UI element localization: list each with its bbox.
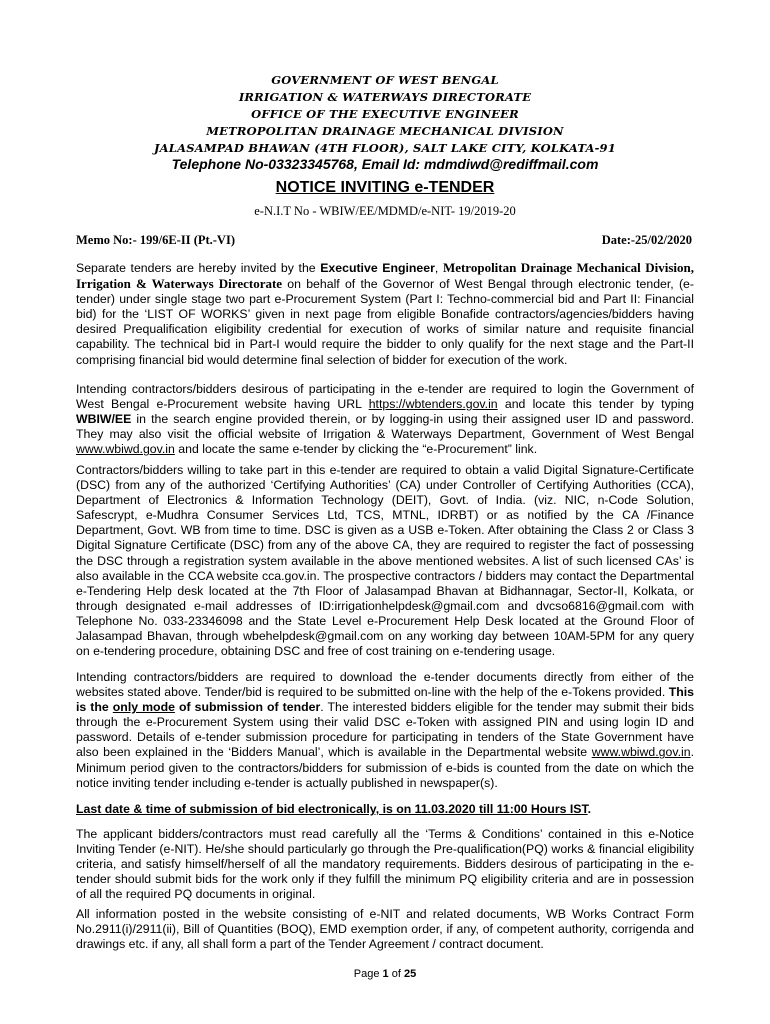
last-date-text: Last date & time of submission of bid electronically, is on 11.03.2020 till 11:00 Hours IST [76,802,588,816]
paragraph-invitation [76,260,694,368]
p1-division-name: Metropolitan Drainage Mechanical Division, Irrigation & Waterways Directorate [76,260,694,292]
last-date-period: . [587,802,592,816]
p2-text-2: and locate this tender by typing [497,397,694,412]
page-footer [0,968,770,980]
paragraph-terms: The applicant bidders/contractors must read carefully all the ‘Terms & Conditions’ contained in this e-Notice Inviting Tender (e-NIT). He/she should particularly go through the Pre-qualification(PQ) works & financial eligibility criteria, and satisfy himself/herself of all the mandatory requirements. Bidders desirous of participating in the e-tender should submit bids for the work only if they fulfill the minimum PQ eligibility criteria and are in possession of all the required PQ documents in original. [76,827,694,902]
wbiwd-link-2[interactable]: www.wbiwd.gov.in [591,745,691,760]
p2-text-3: in the search engine provided therein, or by logging-in using their assigned user ID and password. They may also visit the official website of Irrigation & Waterways Department, Government of West Bengal [76,412,694,442]
header-division: METROPOLITAN DRAINAGE MECHANICAL DIVISION [206,124,564,138]
p4-text-2: . The interested bidders eligible for the tender may submit their bids through the e-Procurement System using their valid DSC e-Token with assigned PIN and using login ID and password. Details of e-tender submission procedure for participating in tenders of the State Government have also been explained in the ‘Bidders Manual’, which is available in the Departmental website [76,700,694,760]
footer-total-pages: 25 [403,968,417,980]
p2-text-1: Intending contractors/bidders desirous of participating in the e-tender are required to login the Government of West Bengal e-Procurement website having URL [76,382,694,412]
paragraph-download [76,670,694,791]
paragraph-login [76,382,694,457]
p1-text-2: , [434,261,443,275]
notice-date: Date:-25/02/2020 [601,233,692,247]
wbtenders-link[interactable]: https://wbtenders.gov.in [368,397,498,412]
p4-bold-3: of submission of tender [174,700,321,715]
p2-search-term: WBIW/EE [76,412,132,427]
header-directorate: IRRIGATION & WATERWAYS DIRECTORATE [238,90,532,104]
nit-number: e-N.I.T No - WBIW/EE/MDMD/e-NIT- 19/2019-20 [254,204,516,218]
p4-text-1: Intending contractors/bidders are required to download the e-tender documents directly from either of the websites stated above. Tender/bid is required to be submitted on-line with the help of the e-Tokens provided. [76,670,694,700]
paragraph-information: All information posted in the website consisting of e-NIT and related documents, WB Works Contract Form No.2911(i)/2911(ii), Bill of Quantities (BOQ), EMD exemption order, if any, of competent authority, corrigenda and drawings etc. if any, all shall form a part of the Tender Agreement / contract document. [76,907,694,952]
footer-page-label: Page [353,968,383,980]
footer-page-number: 1 [382,968,389,980]
paragraph-last-date [76,802,694,817]
p2-text-4: and locate the same e-tender by clicking the “e-Procurement” link. [174,442,538,457]
header-address: JALASAMPAD BHAWAN (4TH FLOOR), SALT LAKE CITY, KOLKATA-91 [154,141,616,155]
p1-text-1: Separate tenders are hereby invited by the [76,261,321,275]
p4-only-mode: only mode [112,700,175,715]
p4-bold-1: This is the [76,685,694,715]
memo-number: Memo No:- 199/6E-II (Pt.-VI) [76,233,235,247]
header-office: OFFICE OF THE EXECUTIVE ENGINEER [251,107,519,121]
p1-text-3: on behalf of the Governor of West Bengal through electronic tender, (e-tender) under single stage two part e-Procurement System (Part I: Techno-commercial bid and Part II: Financial bid) for the ‘LIST OF WORKS’ given in next page from eligible Bonafide contractors/agencies/bidders having desired Prequalification eligibility credential for execution of works of similar nature and requisite financial capability. The technical bid in Part-I would require the bidder to only qualify for the next stage and the Part-II comprising financial bid would determine final selection of bidder for execution of the work. [76,277,694,367]
paragraph-dsc: Contractors/bidders willing to take part in this e-tender are required to obtain a valid Digital Signature-Certificate (DSC) from any of the authorized ‘Certifying Authorities’ (CA) under Controller of Certifying Authorities (CCA), Department of Electronics & Information Technology (DEIT), Govt. of India. (viz. NIC, n-Code Solution, Safescrypt, e-Mudhra Consumer Services Ltd, TCS, MTNL, IDRBT) or as notified by the CA /Finance Department, Govt. WB from time to time. DSC is given as a USB e-Token. After obtaining the Class 2 or Class 3 Digital Signature Certificate (DSC) from any of the above CA, they are required to register the fact of possessing the DSC through a registration system available in the above mentioned websites. A list of such licensed CAs’ is also available in the CCA website cca.gov.in. The prospective contractors / bidders may contact the Departmental e-Tendering Help desk located at the 7th Floor of Jalasampad Bhavan at Bidhannagar, Sector-II, Kolkata, or through designated e-mail addresses of ID:irrigationhelpdesk@gmail.com and dvcso6816@gmail.com with Telephone No. 033-23346098 and the State Level e-Procurement Help Desk located at the Ground Floor of Jalasampad Bhavan, through wbehelpdesk@gmail.com on any working day between 10AM-5PM for any query on e-tendering procedure, obtaining DSC and free of cost training on e-tendering usage. [76,463,694,659]
p1-executive-engineer: Executive Engineer [320,261,435,275]
header-telephone: Telephone No-03323345768, Email Id: mdmdiwd@rediffmail.com [171,156,599,172]
p4-text-3: . Minimum period given to the contractors/bidders for submission of e-bids is counted from the date on which the notice inviting tender including e-tender is actually published in newspaper(s). [76,745,694,790]
notice-title: NOTICE INVITING e-TENDER [275,179,495,196]
wbiwd-link[interactable]: www.wbiwd.gov.in [76,442,175,457]
footer-of-label: of [388,968,404,980]
header-govt: GOVERNMENT OF WEST BENGAL [271,73,499,87]
